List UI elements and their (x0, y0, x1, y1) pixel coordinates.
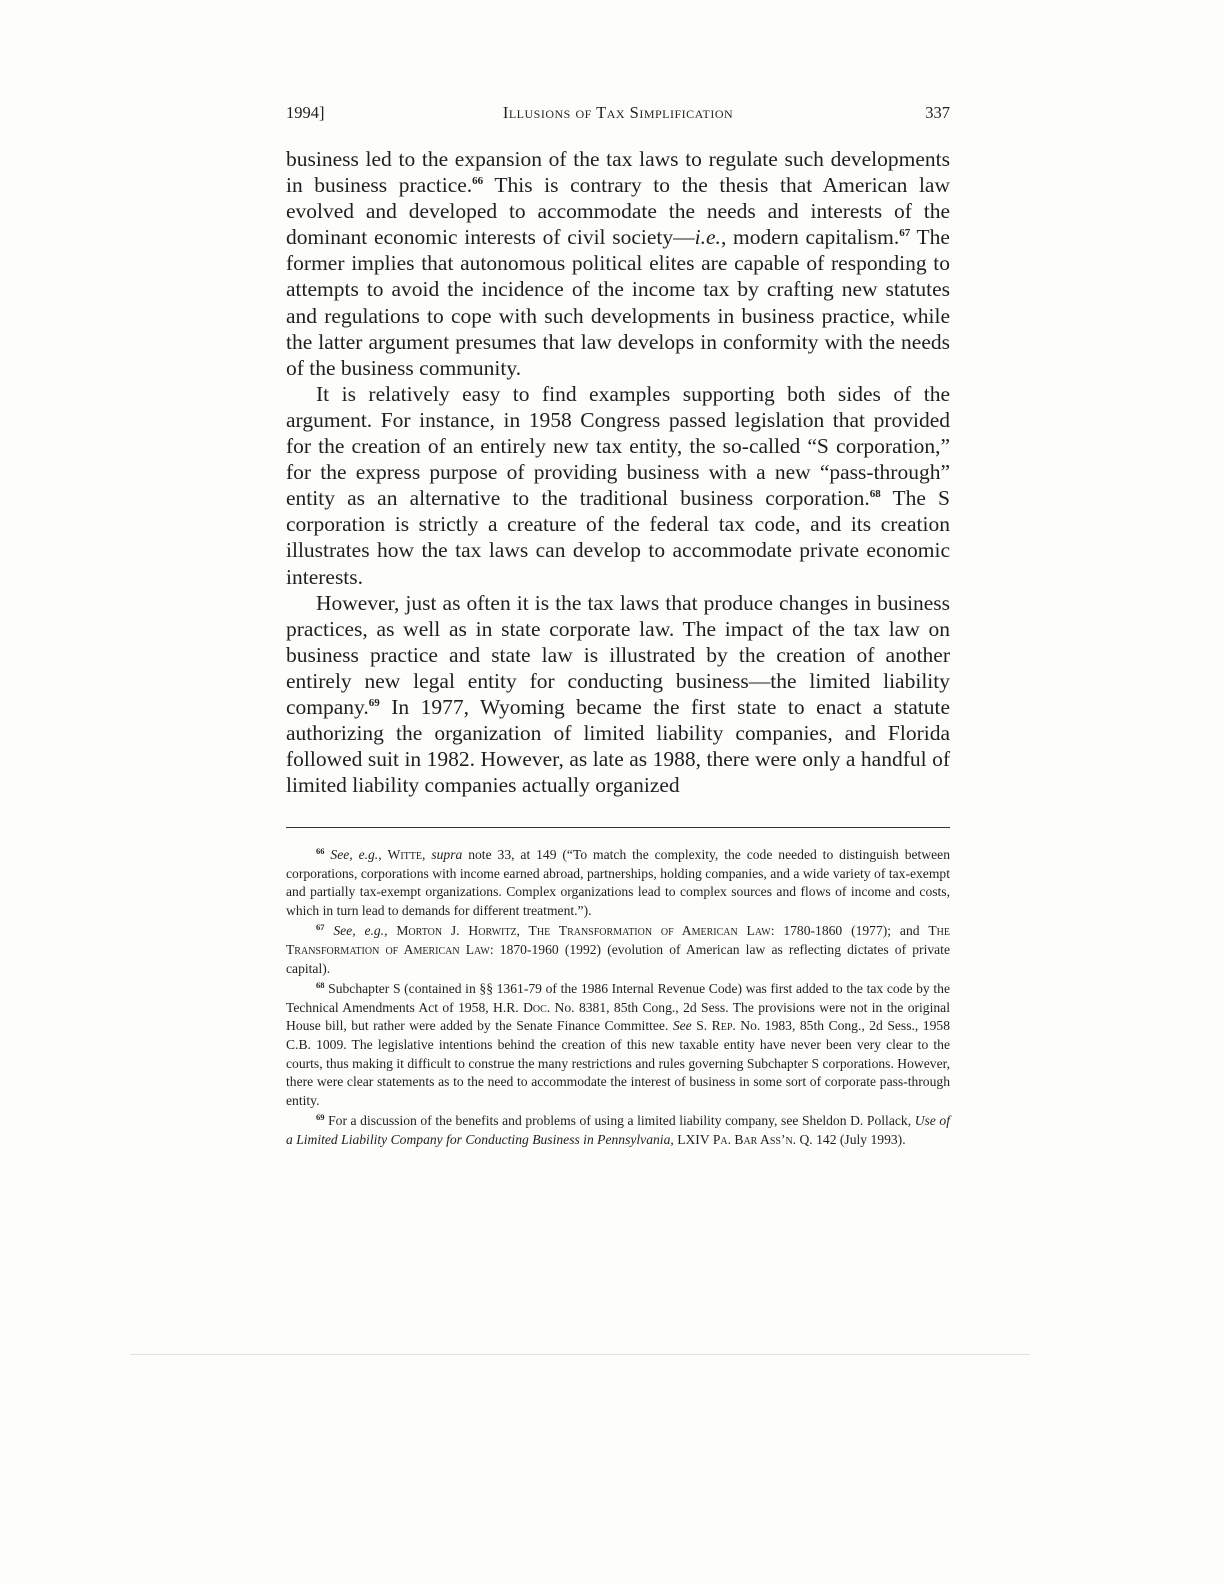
p1-ie: i.e. (694, 225, 721, 250)
paragraph-1 (286, 146, 950, 381)
footnote-text: , (422, 847, 432, 862)
paragraph-3 (286, 590, 950, 799)
p1-text-b: This is contrary to the thesis that American law evolved and developed to accommodate the needs and interests of the dominant economic interests of civil society— (286, 173, 950, 250)
footnote-69 (286, 1112, 950, 1149)
footnote-text: , (378, 847, 388, 862)
footnote-number: 67 (316, 922, 325, 933)
footnote-doc: Doc. (523, 999, 551, 1015)
footnote-article-title: Use of a Limited Liability Company for Conducting Business in Pennsylvania (286, 1113, 950, 1147)
footnote-journal: Pa. Bar Ass’n. Q. (712, 1131, 813, 1147)
footnote-67 (286, 922, 950, 978)
footnote-text: , LXIV (670, 1131, 713, 1147)
header-year: 1994] (286, 103, 325, 122)
footnote-ref-69: 69 (368, 696, 380, 709)
scan-artifact-line (130, 1354, 1030, 1355)
footnotes (286, 846, 950, 1152)
footnote-signal: See, e.g. (330, 847, 379, 862)
footnote-signal: See (672, 1018, 692, 1034)
p3-text-a: However, just as often it is the tax laws that produce changes in business practices, as well as in state corporate law. The impact of the tax law on business practice and state law is illustrated by the creation of another entirely new legal entity for conducting business—the limited liability company. (286, 590, 950, 719)
footnote-divider (286, 827, 950, 828)
main-text (286, 146, 950, 798)
footnote-ref-67: 67 (899, 227, 911, 240)
footnote-text: 142 (July 1993). (812, 1131, 906, 1147)
footnote-text: S. (691, 1018, 712, 1034)
footnote-68 (286, 980, 950, 1110)
footnote-text: note 33, at 149 (“To match the complexity, the code needed to distinguish between corporations, corporations with income earned abroad, partnerships, holding companies, and a wide variety of tax-exempt and partially tax-exempt organizations. Complex organizations lead to complex sources and flows of income and costs, which in turn lead to demands for different treatment.”). (286, 847, 951, 918)
footnote-text: No. 1983, 85th Cong., 2d Sess., 1958 C.B. 1009. The legislative intentions behind the creation of this new taxable entity have never been very clear to the courts, thus making it difficult to construe the many restrictions and rules governing Subchapter S corporations. However, there were clear statements as to the need to accommodate the interest of business in some sort of corporate pass-through entity. (286, 1018, 950, 1108)
p1-text-d: The former implies that autonomous political elites are capable of responding to attempts to avoid the incidence of the income tax by crafting new statutes and regulations to cope with such developments in business practice, while the latter argument presumes that law develops in conformity with the needs of the business community. (286, 225, 950, 380)
p2-text-b: The S corporation is strictly a creature of the federal tax code, and its creation illustrates how the tax laws can develop to accommodate private economic interests. (286, 486, 950, 589)
p1-text-a: business led to the expansion of the tax laws to regulate such developments in business practice. (286, 147, 950, 198)
footnote-text: : 1870-1960 (1992) (evolution of American law as reflecting dictates of private capital). (286, 941, 950, 976)
footnote-ref-66: 66 (472, 175, 484, 188)
footnote-signal: See, e.g. (333, 923, 385, 939)
header-title: Illusions of Tax Simplification (502, 103, 734, 122)
footnote-text: No. 8381, 85th Cong., 2d Sess. The provisions were not in the original House bill, but rather were added by the Senate Finance Committee. (286, 999, 950, 1034)
footnote-number: 69 (316, 1112, 325, 1123)
footnote-author: Witte (387, 847, 423, 862)
running-header (286, 103, 950, 129)
footnote-text: Subchapter S (contained in §§ 1361-79 of the 1986 Internal Revenue Code) was first added to the tax code by the Technical Amendments Act of 1958, H.R. (286, 981, 950, 1015)
footnote-number: 68 (316, 980, 325, 991)
footnote-text: : 1780-1860 (1977); and (770, 923, 929, 939)
p3-text-b: In 1977, Wyoming became the first state to enact a statute authorizing the organization of limited liability companies, and Florida followed suit in 1982. However, as late as 1988, there were only a handful of limited liability companies actually organized (286, 694, 950, 798)
p2-text-a: It is relatively easy to find examples supporting both sides of the argument. For instance, in 1958 Congress passed legislation that provided for the creation of an entirely new tax entity, the so-called “S corporation,” for the express purpose of providing business with a new “pass-through” entity as an alternative to the traditional business corporation. (286, 381, 950, 511)
page-number: 337 (925, 103, 950, 122)
footnote-number: 66 (316, 846, 325, 856)
footnote-book-title: The Transformation of American Law (286, 923, 951, 957)
footnote-rep: Rep. (711, 1018, 736, 1034)
paragraph-2 (286, 381, 950, 590)
footnote-author: Morton J. Horwitz, The Transformation of American Law (396, 923, 771, 939)
footnote-66 (286, 846, 950, 920)
footnote-text: For a discussion of the benefits and problems of using a limited liability company, see Sheldon D. Pollack, (324, 1113, 915, 1129)
footnote-supra: supra (431, 847, 463, 862)
footnote-text: , (384, 923, 397, 939)
footnote-ref-68: 68 (869, 488, 881, 501)
p1-text-c: , modern capitalism. (720, 225, 900, 250)
